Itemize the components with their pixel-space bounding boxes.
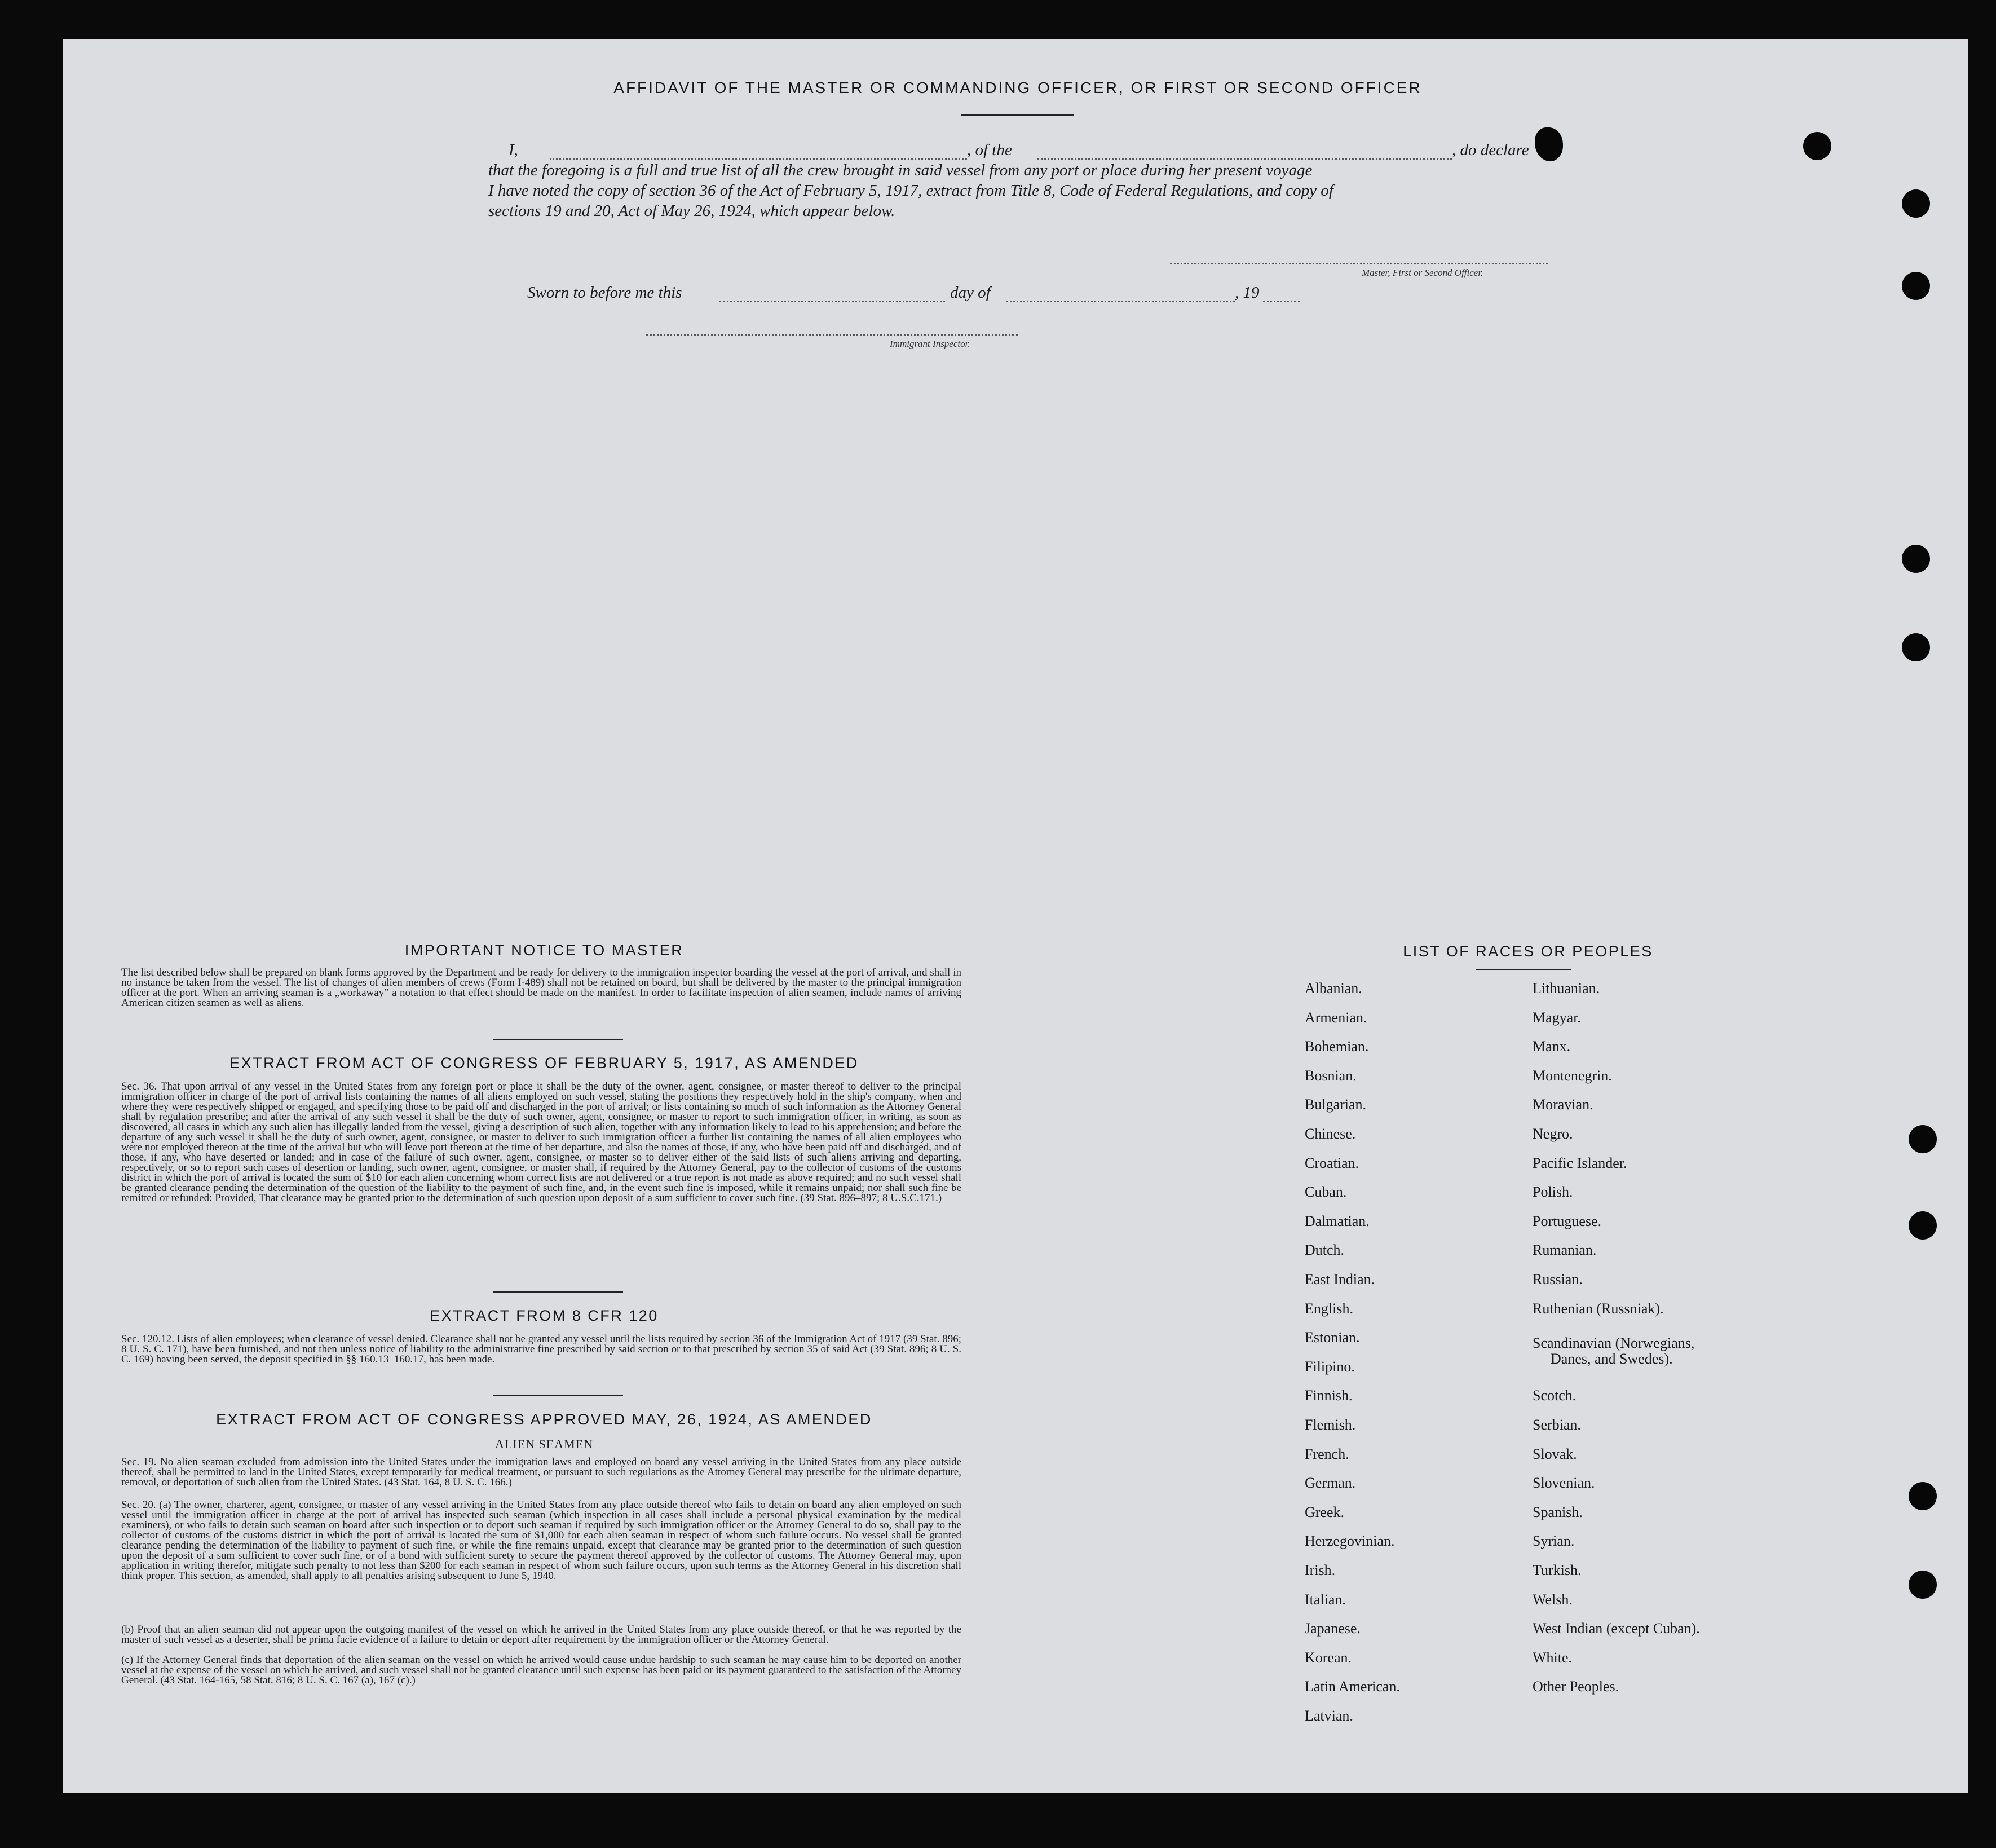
race-item: Flemish. xyxy=(1305,1417,1356,1433)
title-underline xyxy=(961,114,1074,116)
race-item: Cuban. xyxy=(1305,1184,1347,1200)
race-item: East Indian. xyxy=(1305,1271,1375,1287)
punch-hole xyxy=(1909,1125,1937,1153)
affidavit-title: AFFIDAVIT OF THE MASTER OR COMMANDING OFFICER, OR FIRST OR SECOND OFFICER xyxy=(613,79,1422,96)
punch-hole xyxy=(1909,1571,1937,1599)
sec-20a-text: Sec. 20. (a) The owner, charterer, agent, consignee, or master of any vessel arriving in the United States from any place outside thereof who fails to detain on board any alien employed on such vessel until the immigration officer in charge at the port of arrival has inspected such seaman (which inspection in all cases shall include a personal physical examination by the medical examiners), or who fails to detain such seaman on board after such inspection or to deport such seaman if required by such immigration officer or the Attorney General to do so, shall pay to the collector of customs of the customs district in which the port of arrival is located the sum of $1,000 for each alien seaman in respect of whom such failure occurs. No vessel shall be granted clearance pending the determination of the liability to payment of such fine, or while the fine remains unpaid, except that clearance may be granted prior to the determination of such question upon the deposit of a sum sufficient to cover such fine, or of a bond with sufficient surety to secure the payment thereof approved by the collector of customs. The Attorney General may, upon application in writing therefor, mitigate such penalty to not less than $200 for each seaman in respect of whom such failure occurs, upon such terms as the Attorney General in his discretion shall think proper. This section, as amended, shall apply to all penalties arising subsequent to June 5, 1940. xyxy=(121,1499,961,1582)
race-item: Korean. xyxy=(1305,1649,1352,1666)
race-item: Scandinavian (Norwegians, xyxy=(1533,1335,1695,1351)
punch-hole xyxy=(1902,272,1930,300)
declaration-line-2: that the foregoing is a full and true list of all the crew brought in said vessel from any port or place during her present voyage xyxy=(488,161,1313,179)
inspector-signature-field[interactable] xyxy=(646,334,1018,336)
race-item: Negro. xyxy=(1533,1126,1573,1142)
race-item: Estonian. xyxy=(1305,1329,1360,1346)
race-item: Danes, and Swedes). xyxy=(1551,1351,1673,1367)
races-title-underline xyxy=(1476,969,1571,970)
race-item: Bulgarian. xyxy=(1305,1096,1367,1113)
punch-hole xyxy=(1909,1211,1937,1240)
race-item: Italian. xyxy=(1305,1591,1346,1608)
sec-20b-text: (b) Proof that an alien seaman did not appear upon the outgoing manifest of the vessel on which he arrived in the United States from any place outside thereof, or that he was reported by the master of such vessel as a deserter, shall be prima facie evidence of a failure to detain or deport after requirement by the immigration officer or the Attorney General. xyxy=(121,1624,961,1646)
race-item: Irish. xyxy=(1305,1562,1336,1578)
race-item: Latvian. xyxy=(1305,1708,1353,1724)
race-item: Montenegrin. xyxy=(1533,1068,1612,1084)
punch-hole xyxy=(1902,545,1930,573)
declaration-of-the: , of the xyxy=(967,141,1012,159)
year-prefix: , 19 xyxy=(1235,284,1260,302)
inspector-caption: Immigrant Inspector. xyxy=(890,338,970,349)
declaration-line-3: I have noted the copy of section 36 of the Act of February 5, 1917, extract from Title 8, Code of Federal Regulations, and copy of xyxy=(488,182,1333,200)
extract-1917-title: EXTRACT FROM ACT OF CONGRESS OF FEBRUARY 5, 1917, AS AMENDED xyxy=(229,1055,859,1071)
sworn-label: Sworn to before me this xyxy=(527,284,682,302)
sec-20c-text: (c) If the Attorney General finds that deportation of the alien seaman on the vessel on which he arrived would cause undue hardship to such seaman he may cause him to be deported on another vessel at the expense of the vessel on which he arrived, and such vessel shall not be granted clearance until such expense has been paid or its payment guaranteed to the satisfaction of the Attorney General. (43 Stat. 164-165, 58 Stat. 816; 8 U. S. C. 167 (a), 167 (c).) xyxy=(121,1654,961,1686)
race-item: Syrian. xyxy=(1533,1533,1575,1549)
master-caption: Master, First or Second Officer. xyxy=(1362,267,1483,278)
declaration-i: I, xyxy=(509,141,518,159)
divider xyxy=(493,1039,623,1040)
extract-1917-text: Sec. 36. That upon arrival of any vessel in the United States from any foreign port or place it shall be the duty of the owner, agent, consignee, or master thereof to deliver to the principal immigration officer in charge of the port of arrival lists containing the names of all aliens employed on such vessel, stating the positions they respectively hold in the ship's company, when and where they were respectively shipped or engaged, and specifying those to be paid off and discharged in the port of arrival; or lists containing so much of such information as the Attorney General shall by regulation prescribe; and after the arrival of any such vessel it shall be the duty of such owner, agent, consignee, or master to report to such immigration officer, in writing, as soon as discovered, all cases in which any such alien has illegally landed from the vessel, giving a description of such alien, together with any information likely to lead to his apprehension; and before the departure of any such vessel it shall be the duty of such owner, agent, consignee, or master to deliver to such immigration officer a further list containing the names of all alien employees who were not employed thereon at the time of the arrival but who will leave port thereon at the time of her departure, and also the names of those, if any, who have been paid off and discharged, and of those, if any, who have deserted or landed; and in case of the failure of such owner, agent, consignee, or master so to deliver either of the said lists of such aliens arriving and departing, respectively, or so to report such cases of desertion or landing, such owner, agent, consignee, or master shall, if required by the Attorney General, pay to the collector of customs of the customs district in which the port of arrival is located the sum of $10 for each alien concerning whom correct lists are not delivered or a true report is not made as above required; and no such vessel shall be granted clearance pending the determination of the question of the liability to the payment of such fine, and, in the event such fine is imposed, while it remains unpaid; nor shall such fine be remitted or refunded: Provided, That clearance may be granted prior to the determination of such question upon deposit of a sum sufficient to cover such fine. (39 Stat. 896–897; 8 U.S.C.171.) xyxy=(121,1080,961,1204)
race-item: Filipino. xyxy=(1305,1359,1355,1375)
divider xyxy=(493,1395,623,1396)
sworn-year-field[interactable] xyxy=(1263,301,1300,302)
race-item: Bohemian. xyxy=(1305,1038,1369,1055)
master-signature-field[interactable] xyxy=(1170,263,1548,264)
name-field[interactable] xyxy=(550,158,967,160)
race-item: French. xyxy=(1305,1446,1349,1462)
race-item: Dutch. xyxy=(1305,1242,1345,1258)
race-item: Other Peoples. xyxy=(1533,1678,1619,1695)
race-item: Herzegovinian. xyxy=(1305,1533,1395,1549)
race-item: Scotch. xyxy=(1533,1387,1577,1404)
race-item: Japanese. xyxy=(1305,1620,1361,1637)
race-item: Slovak. xyxy=(1533,1446,1577,1462)
race-item: English. xyxy=(1305,1300,1353,1317)
race-item: Turkish. xyxy=(1533,1562,1582,1578)
vessel-field[interactable] xyxy=(1037,158,1452,160)
extract-cfr-text: Sec. 120.12. Lists of alien employees; when clearance of vessel denied. Clearance shall not be granted any vessel until the lists required by section 36 of the Immigration Act of 1917 (39 Stat. 896; 8 U. S. C. 171), have been furnished, and not then unless notice of liability to the administrative fine prescribed by said section or to that prescribed by section 35 of said Act (39 Stat. 896; 8 U. S. C. 169) having been served, the deposit specified in §§ 160.13–160.17, has been made. xyxy=(121,1333,961,1365)
extract-cfr-title: EXTRACT FROM 8 CFR 120 xyxy=(430,1307,659,1324)
race-item: West Indian (except Cuban). xyxy=(1533,1620,1700,1637)
race-item: White. xyxy=(1533,1649,1573,1666)
race-item: Dalmatian. xyxy=(1305,1213,1370,1229)
race-item: Finnish. xyxy=(1305,1387,1353,1404)
race-item: Albanian. xyxy=(1305,980,1362,996)
race-item: Spanish. xyxy=(1533,1504,1583,1520)
race-item: Ruthenian (Russniak). xyxy=(1533,1300,1664,1317)
race-item: German. xyxy=(1305,1475,1356,1491)
punch-hole xyxy=(1803,132,1831,160)
race-item: Moravian. xyxy=(1533,1096,1593,1113)
sec-19-text: Sec. 19. No alien seaman excluded from admission into the United States under the immigration laws and employed on board any vessel arriving in the United States from any place outside thereof, shall be permitted to land in the United States, except temporarily for medical treatment, or pursuant to such regulations as the Attorney General may prescribe for the ultimate departure, removal, or deportation of such alien from the United States. (43 Stat. 164, 8 U. S. C. 166.) xyxy=(121,1456,961,1488)
sworn-day-field[interactable] xyxy=(719,301,945,302)
race-item: Rumanian. xyxy=(1533,1242,1597,1258)
day-of-label: day of xyxy=(950,284,991,302)
race-item: Russian. xyxy=(1533,1271,1583,1287)
declaration-line-4: sections 19 and 20, Act of May 26, 1924, which appear below. xyxy=(488,202,895,220)
punch-hole xyxy=(1902,633,1930,661)
race-item: Serbian. xyxy=(1533,1417,1581,1433)
punch-hole xyxy=(1909,1482,1937,1510)
race-item: Chinese. xyxy=(1305,1126,1356,1142)
race-item: Croatian. xyxy=(1305,1155,1359,1171)
race-item: Lithuanian. xyxy=(1533,980,1600,996)
race-item: Magyar. xyxy=(1533,1009,1581,1026)
notice-text: The list described below shall be prepared on blank forms approved by the Department and be ready for delivery to the immigration inspector boarding the vessel at the port of arrival, and shall in no instance be taken from the vessel. The list of changes of alien members of crews (Form I-489) shall not be retained on board, but shall be delivered by the master to the principal immigration officer at the port. When an arriving seaman is a „workaway” a notation to that effect should be made on the manifest. In order to facilitate inspection of alien seamen, include names of arriving American citizen seamen as well as aliens. xyxy=(121,967,961,1009)
race-item: Manx. xyxy=(1533,1038,1571,1055)
race-item: Welsh. xyxy=(1533,1591,1573,1608)
punch-hole xyxy=(1902,189,1930,218)
race-item: Armenian. xyxy=(1305,1009,1367,1026)
race-item: Pacific Islander. xyxy=(1533,1155,1627,1171)
sworn-month-field[interactable] xyxy=(1006,301,1235,302)
race-item: Latin American. xyxy=(1305,1678,1400,1695)
race-item: Portuguese. xyxy=(1533,1213,1602,1229)
declaration-do-declare: , do declare xyxy=(1452,141,1529,159)
alien-seamen-subtitle: ALIEN SEAMEN xyxy=(495,1437,593,1451)
extract-1924-title: EXTRACT FROM ACT OF CONGRESS APPROVED MAY, 26, 1924, AS AMENDED xyxy=(216,1411,872,1428)
race-item: Polish. xyxy=(1533,1184,1573,1200)
race-item: Slovenian. xyxy=(1533,1475,1595,1491)
notice-title: IMPORTANT NOTICE TO MASTER xyxy=(404,942,684,959)
races-title: LIST OF RACES OR PEOPLES xyxy=(1403,943,1653,960)
race-item: Greek. xyxy=(1305,1504,1345,1520)
divider xyxy=(493,1291,623,1293)
race-item: Bosnian. xyxy=(1305,1068,1357,1084)
